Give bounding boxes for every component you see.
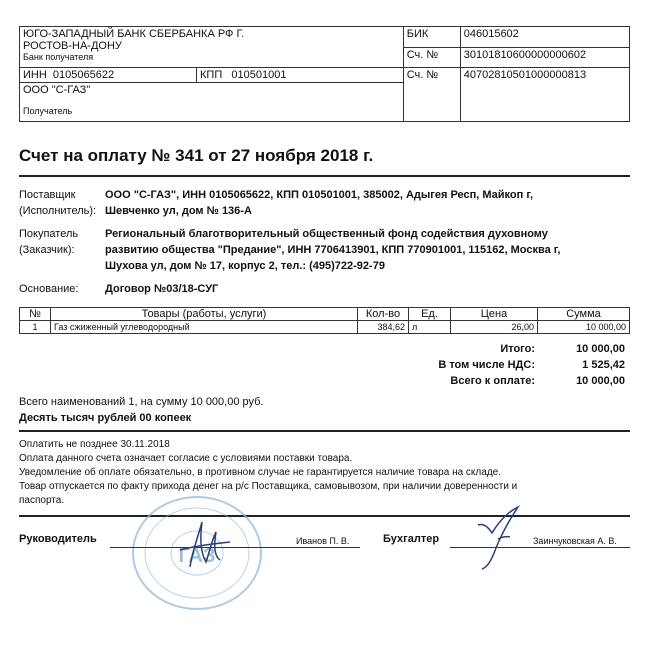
buyer-line1: Региональный благотворительный общественный фонд содействия духовному (105, 228, 548, 240)
buyer-block (19, 226, 630, 276)
note-line4: паспорта. (19, 495, 65, 506)
totals-block (355, 343, 625, 391)
notes-divider (19, 515, 630, 517)
director-label: Руководитель (19, 533, 97, 545)
col-header-num: № (20, 308, 51, 321)
supplier-line1: ООО "С-ГАЗ", ИНН 0105065622, КПП 010501001, 385002, Адыгея Респ, Майкоп г, (105, 189, 533, 201)
pay-label: Всего к оплате: (450, 375, 535, 387)
bank-name-caption: Банк получателя (23, 52, 94, 62)
bik-label: БИК (403, 27, 460, 48)
accountant-label: Бухгалтер (383, 533, 440, 545)
kpp-value: 010501001 (231, 69, 287, 81)
accountant-name: Заинчуковская А. В. (533, 536, 617, 546)
vat-label: В том числе НДС: (438, 359, 535, 371)
bank-name-cell (20, 27, 404, 68)
buyer-label (19, 226, 104, 258)
inn-cell (20, 68, 197, 83)
total-row (355, 343, 625, 359)
basis-block (19, 281, 630, 297)
col-header-name: Товары (работы, услуги) (51, 308, 358, 321)
items-count-line: Всего наименований 1, на сумму 10 000,00 руб. (19, 396, 264, 408)
note-line3: Товар отпускается по факту прихода денег на р/с Поставщика, самовывозом, при наличии доверенности и (19, 481, 518, 492)
col-header-qty: Кол-во (358, 308, 409, 321)
recipient-name: ООО "С-ГАЗ" (23, 84, 91, 96)
recipient-caption: Получатель (23, 106, 73, 116)
supplier-line2: Шевченко ул, дом № 136-А (105, 205, 252, 217)
title-divider (19, 175, 630, 177)
items-table (19, 307, 630, 334)
summary-divider (19, 430, 630, 432)
inn-label: ИНН (23, 69, 47, 81)
kpp-label: КПП (200, 69, 223, 81)
bank-details-table (19, 26, 630, 122)
account-value: 40702810501000000813 (460, 68, 629, 122)
basis-label: Основание: (19, 283, 79, 295)
corr-account-value: 30101810600000000602 (460, 47, 629, 68)
table-row (20, 321, 630, 334)
supplier-label (19, 187, 104, 219)
buyer-label-line2: (Заказчик): (19, 244, 75, 256)
note-line2: Уведомление об оплате обязательно, в противном случае не гарантируется наличие товара на складе. (19, 467, 501, 478)
cell-name: Газ сжиженный углеводородный (51, 321, 358, 334)
amount-in-words: Десять тысяч рублей 00 копеек (19, 412, 192, 424)
basis-value: Договор №03/18-СУГ (105, 283, 219, 295)
items-header-row (20, 308, 630, 321)
pay-value: 10 000,00 (576, 375, 625, 387)
stamp-text: ГАЗ (178, 545, 216, 567)
supplier-value (105, 187, 625, 219)
payment-deadline: Оплатить не позднее 30.11.2018 (19, 439, 170, 450)
buyer-value (105, 226, 625, 274)
payment-notes (19, 438, 619, 508)
supplier-block (19, 187, 630, 221)
buyer-line3: Шухова ул, дом № 17, корпус 2, тел.: (495)722-92-79 (105, 260, 385, 272)
vat-row (355, 359, 625, 375)
kpp-cell (197, 68, 404, 83)
cell-sum: 10 000,00 (538, 321, 630, 334)
corr-account-label: Сч. № (403, 47, 460, 68)
accountant-signature-icon (470, 503, 530, 573)
pay-row (355, 375, 625, 391)
director-signature-icon (170, 512, 240, 572)
total-label: Итого: (500, 343, 535, 355)
note-line1: Оплата данного счета означает согласие с условиями поставки товара. (19, 453, 353, 464)
buyer-label-line1: Покупатель (19, 228, 79, 240)
director-name: Иванов П. В. (296, 536, 350, 546)
account-label: Сч. № (403, 68, 460, 122)
inn-value: 0105065622 (52, 69, 115, 81)
col-header-unit: Ед. (409, 308, 451, 321)
total-value: 10 000,00 (576, 343, 625, 355)
buyer-line2: развитию общества "Предание", ИНН 7706413901, КПП 770901001, 115162, Москва г, (105, 244, 561, 256)
recipient-cell (20, 83, 404, 122)
vat-value: 1 525,42 (582, 359, 625, 371)
bik-value: 046015602 (460, 27, 629, 48)
invoice-title: Счет на оплату № 341 от 27 ноября 2018 г. (19, 146, 374, 165)
cell-num: 1 (20, 321, 51, 334)
cell-unit: л (409, 321, 451, 334)
col-header-sum: Сумма (538, 308, 630, 321)
col-header-price: Цена (451, 308, 538, 321)
cell-qty: 384,62 (358, 321, 409, 334)
supplier-label-line1: Поставщик (19, 189, 76, 201)
cell-price: 26,00 (451, 321, 538, 334)
bank-name: ЮГО-ЗАПАДНЫЙ БАНК СБЕРБАНКА РФ Г. РОСТОВ-НА-ДОНУ (23, 28, 245, 52)
supplier-label-line2: (Исполнитель): (19, 205, 97, 217)
